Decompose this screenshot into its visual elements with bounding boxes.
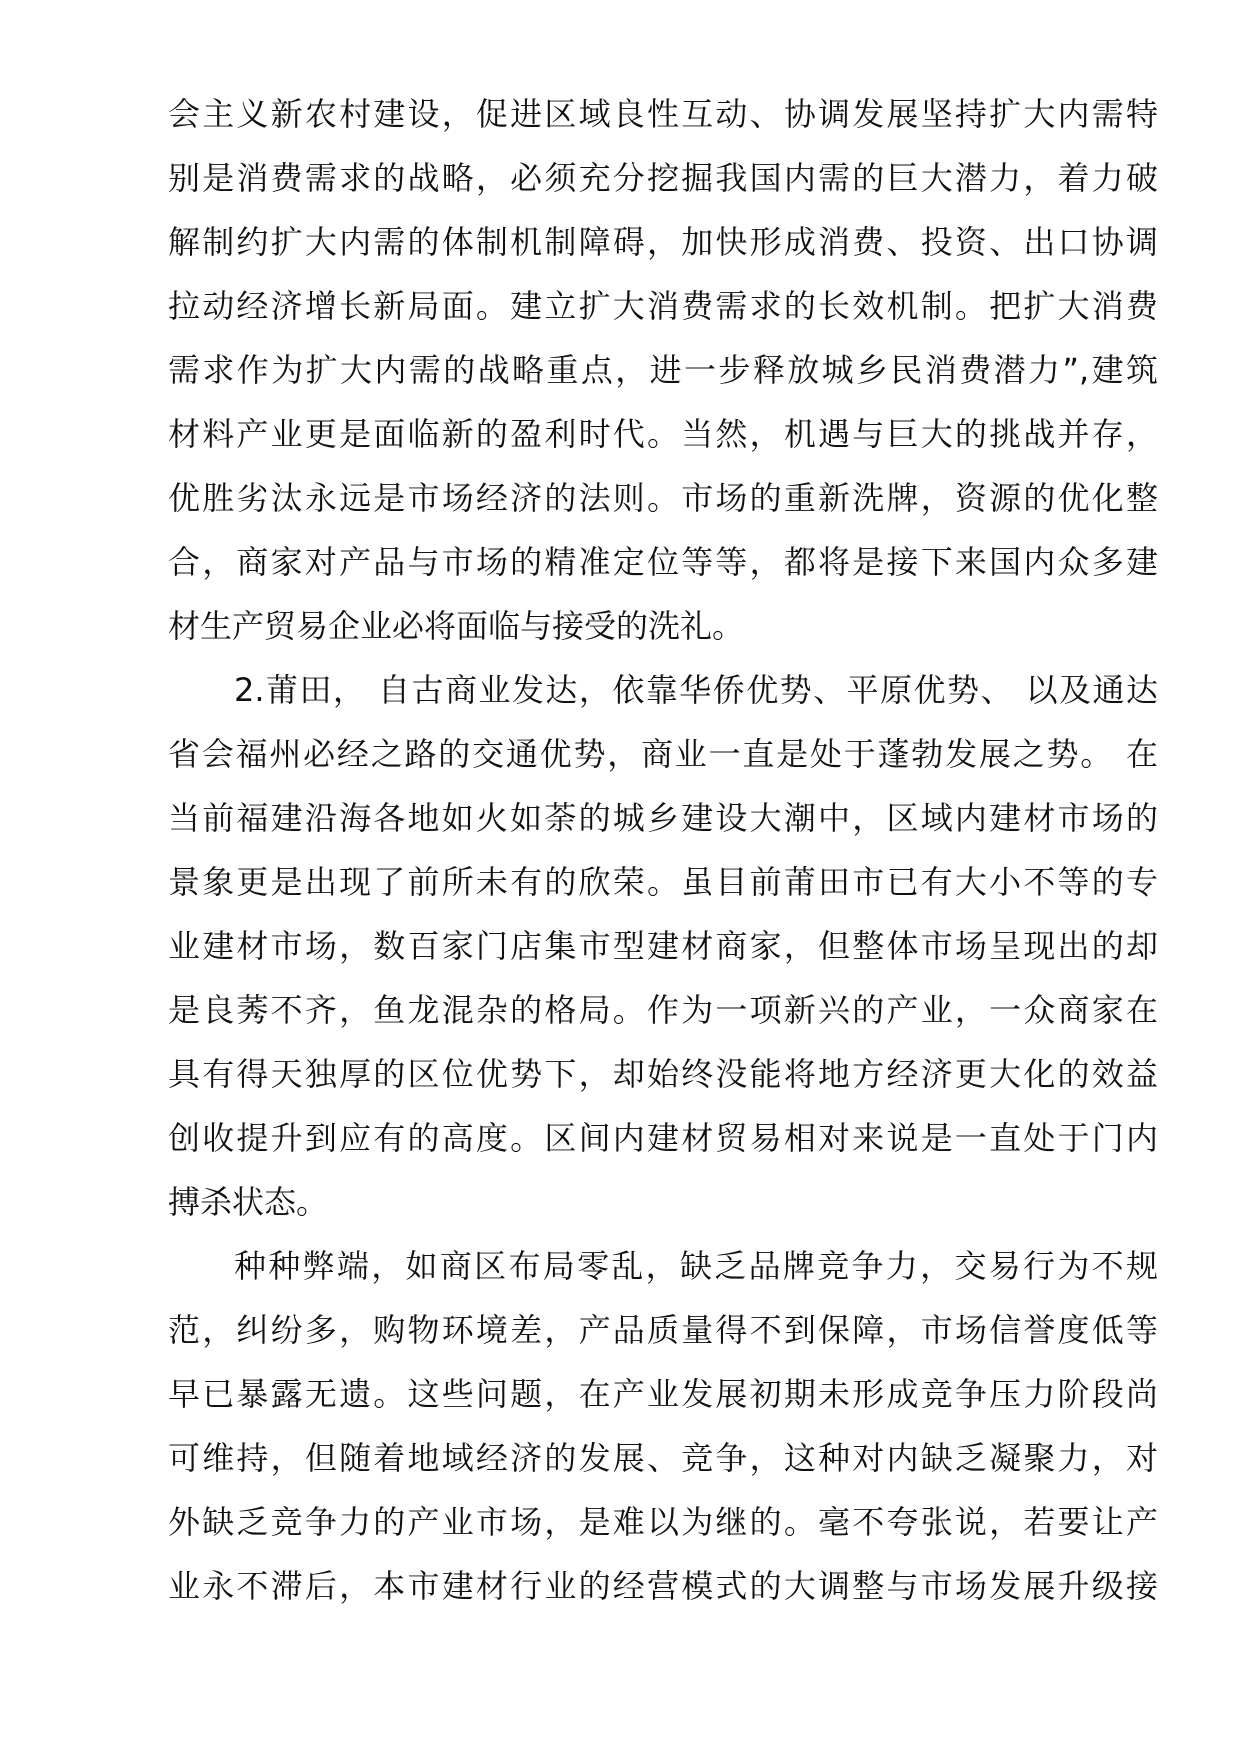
text-line: 需求作为扩大内需的战略重点，进一步释放城乡民消费潜力”,建筑 <box>168 351 1158 389</box>
text-line: 拉动经济增长新局面。建立扩大消费需求的长效机制。把扩大消费 <box>168 287 1158 325</box>
text-line: 合，商家对产品与市场的精准定位等等，都将是接下来国内众多建 <box>168 543 1158 581</box>
text-line: 会主义新农村建设，促进区域良性互动、协调发展坚持扩大内需特 <box>168 95 1158 133</box>
text-line: 业永不滞后，本市建材行业的经营模式的大调整与市场发展升级接 <box>168 1567 1158 1605</box>
text-line: 种种弊端，如商区布局零乱，缺乏品牌竞争力，交易行为不规 <box>234 1247 1158 1285</box>
text-line: 搏杀状态。 <box>168 1183 329 1221</box>
text-line: 解制约扩大内需的体制机制障碍，加快形成消费、投资、出口协调 <box>168 223 1158 261</box>
text-line: 范，纠纷多，购物环境差，产品质量得不到保障，市场信誉度低等 <box>168 1311 1158 1349</box>
text-line: 是良莠不齐，鱼龙混杂的格局。作为一项新兴的产业，一众商家在 <box>168 991 1158 1029</box>
text-line: 当前福建沿海各地如火如荼的城乡建设大潮中，区域内建材市场的 <box>168 799 1158 837</box>
text-line: 优胜劣汰永远是市场经济的法则。市场的重新洗牌，资源的优化整 <box>168 479 1158 517</box>
text-line: 具有得天独厚的区位优势下，却始终没能将地方经济更大化的效益 <box>168 1055 1158 1093</box>
text-line: 可维持，但随着地域经济的发展、竞争，这种对内缺乏凝聚力，对 <box>168 1439 1158 1477</box>
text-line: 别是消费需求的战略，必须充分挖掘我国内需的巨大潜力，着力破 <box>168 159 1158 197</box>
text-line: 业建材市场，数百家门店集市型建材商家，但整体市场呈现出的却 <box>168 927 1158 965</box>
text-line: 材生产贸易企业必将面临与接受的洗礼。 <box>168 607 745 645</box>
text-line: 材料产业更是面临新的盈利时代。当然，机遇与巨大的挑战并存， <box>168 415 1158 453</box>
text-line: 早已暴露无遗。这些问题，在产业发展初期未形成竞争压力阶段尚 <box>168 1375 1158 1413</box>
text-line: 创收提升到应有的高度。区间内建材贸易相对来说是一直处于门内 <box>168 1119 1158 1157</box>
text-line: 2.莆田， 自古商业发达，依靠华侨优势、平原优势、 以及通达 <box>234 671 1158 709</box>
text-line: 景象更是出现了前所未有的欣荣。虽目前莆田市已有大小不等的专 <box>168 863 1158 901</box>
text-line: 省会福州必经之路的交通优势，商业一直是处于蓬勃发展之势。 在 <box>168 735 1158 773</box>
text-line: 外缺乏竞争力的产业市场，是难以为继的。毫不夸张说，若要让产 <box>168 1503 1158 1541</box>
body-text <box>168 82 1158 1618</box>
